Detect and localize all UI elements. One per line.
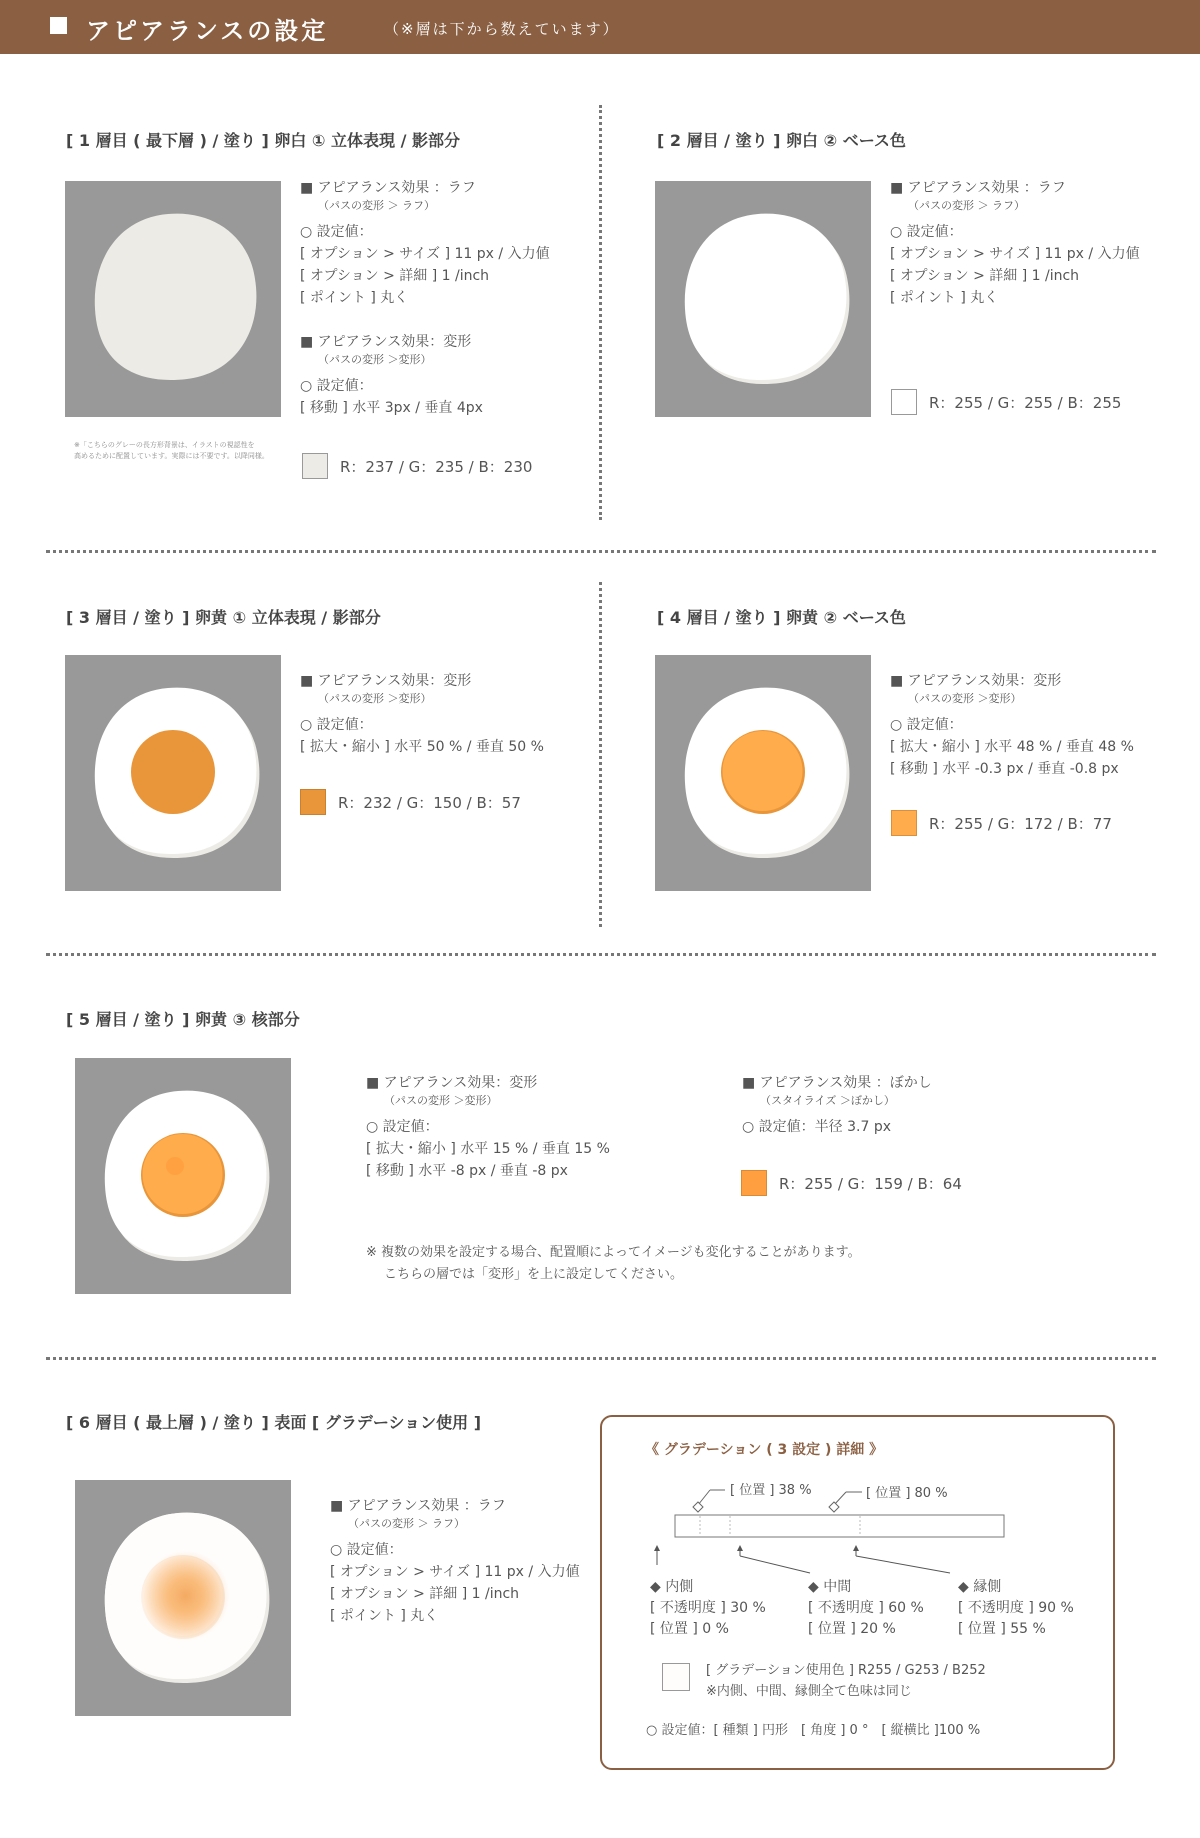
gradient-stop-inner: ◆ 内側 [ 不透明度 ] 30 % [ 位置 ] 0 % [650, 1579, 766, 1637]
section5-setting2: ○ 設定値：半径 3.7 px [742, 1119, 892, 1135]
section3-title: [ 3 層目 / 塗り ] 卵黄 ① 立体表現 / 影部分 [66, 608, 381, 627]
section1-info: ■ アピアランス効果 ：ラフ （パスの変形 ＞ ラフ） ○ 設定値： [ オプション > サイズ ] 11 px / 入力値 [ オプション > 詳細 ] 1 /inch [ ポイント ] 丸く ■ アピアランス効果：変形 （パスの変形 ＞変形） ○ 設定値： [ 移動 ] 水平 3px / 垂直 4px [300, 177, 550, 419]
page-title: アピアランスの設定 [86, 17, 329, 45]
section5-remark: ※ 複数の効果を設定する場合、配置順によってイメージも変化することがあります。 こちらの層では「変形」を上に設定してください。 [366, 1245, 861, 1282]
section6-title: [ 6 層目 ( 最上層 ) / 塗り ] 表面 [ グラデーション使用 ] [66, 1413, 482, 1432]
color-swatch [891, 810, 917, 836]
divider-horizontal-3 [46, 1357, 1156, 1360]
gradient-stop-middle: ◆ 中間 [ 不透明度 ] 60 % [ 位置 ] 20 % [808, 1579, 924, 1637]
gradient-color-info: [ グラデーション使用色 ] R255 / G253 / B252 ※内側、中間、縁側全て色味は同じ [706, 1663, 986, 1699]
section4-title: [ 4 層目 / 塗り ] 卵黄 ② ベース色 [657, 608, 906, 627]
section2-title: [ 2 層目 / 塗り ] 卵白 ② ベース色 [657, 131, 906, 150]
section6-info: ■ アピアランス効果 ：ラフ （パスの変形 ＞ ラフ） ○ 設定値： [ オプション > サイズ ] 11 px / 入力値 [ オプション > 詳細 ] 1 /inch [ ポイント ] 丸く [330, 1495, 580, 1627]
section5-effect1: ■ アピアランス効果：変形 [366, 1075, 538, 1091]
section5-effect2-sub: （スタイライズ ＞ぼかし） [760, 1094, 895, 1107]
section3-info: ■ アピアランス効果：変形 （パスの変形 ＞変形） ○ 設定値： [ 拡大・縮小 ] 水平 50 % / 垂直 50 % [300, 670, 544, 758]
section3-setting-label: ○ 設定値： [300, 717, 373, 733]
color-swatch [741, 1170, 767, 1196]
section2-setting-label: ○ 設定値： [890, 224, 963, 240]
section3-color: R：232 / G：150 / B：57 [300, 789, 521, 815]
divider-horizontal-2 [46, 953, 1156, 956]
section5-title: [ 5 層目 / 塗り ] 卵黄 ③ 核部分 [66, 1010, 300, 1029]
section1-effect2-sub: （パスの変形 ＞変形） [318, 353, 432, 366]
gradient-stop-edge: ◆ 縁側 [ 不透明度 ] 90 % [ 位置 ] 55 % [958, 1579, 1074, 1637]
section6-effect1: ■ アピアランス効果 ：ラフ [330, 1498, 506, 1514]
color-swatch [891, 389, 917, 415]
section6-effect1-sub: （パスの変形 ＞ ラフ） [348, 1517, 465, 1530]
page-header [0, 0, 1200, 54]
section1-illustration [65, 181, 281, 417]
section1-setting-label2: ○ 設定値： [300, 378, 373, 394]
divider-horizontal-1 [46, 550, 1156, 553]
section2-effect1: ■ アピアランス効果 ：ラフ [890, 180, 1066, 196]
section5-color: R：255 / G：159 / B：64 [741, 1170, 962, 1196]
section5-setting-label: ○ 設定値： [366, 1119, 439, 1135]
section3-effect1-sub: （パスの変形 ＞変形） [318, 692, 432, 705]
section2-illustration [655, 181, 871, 417]
header-square-icon [50, 17, 67, 34]
section2-info: ■ アピアランス効果 ：ラフ （パスの変形 ＞ ラフ） ○ 設定値： [ オプション > サイズ ] 11 px / 入力値 [ オプション > 詳細 ] 1 /inch [ ポイント ] 丸く [890, 177, 1140, 309]
section4-illustration [655, 655, 871, 891]
gradient-pos2: [ 位置 ] 80 % [866, 1486, 948, 1501]
section2-color: R：255 / G：255 / B：255 [891, 389, 1121, 415]
section4-setting-label: ○ 設定値： [890, 717, 963, 733]
gradient-settings: ○ 設定値：[ 種類 ] 円形 [ 角度 ] 0 ° [ 縦横比 ]100 % [646, 1723, 981, 1738]
section5-illustration [75, 1058, 291, 1294]
gradient-title: 《 グラデーション ( 3 設定 ) 詳細 》 [645, 1442, 884, 1458]
section4-color: R：255 / G：172 / B：77 [891, 810, 1112, 836]
section4-effect1-sub: （パスの変形 ＞変形） [908, 692, 1022, 705]
gradient-diagram [600, 1470, 1115, 1580]
section1-effect1-sub: （パスの変形 ＞ ラフ） [318, 199, 435, 212]
section6-illustration [75, 1480, 291, 1716]
section2-effect1-sub: （パスの変形 ＞ ラフ） [908, 199, 1025, 212]
section1-effect1: ■ アピアランス効果 ：ラフ [300, 180, 476, 196]
section5-effect2: ■ アピアランス効果 ：ぼかし [742, 1075, 932, 1091]
section1-color: R：237 / G：235 / B：230 [302, 453, 532, 479]
section1-footnote: ※「こちらのグレーの長方形背景は、イラストの視認性を 高めるために配置しています。実際には不要です。以降同様。 [74, 441, 269, 460]
gradient-color-swatch [662, 1663, 690, 1691]
section3-illustration [65, 655, 281, 891]
gradient-pos1: [ 位置 ] 38 % [730, 1483, 812, 1498]
divider-vertical-2 [599, 582, 602, 927]
section6-setting-label: ○ 設定値： [330, 1542, 403, 1558]
header-note: （※層は下から数えています） [384, 20, 620, 38]
divider-vertical-1 [599, 105, 602, 520]
section5-info: ■ アピアランス効果：変形 （パスの変形 ＞変形） ○ 設定値： [ 拡大・縮小 ] 水平 15 % / 垂直 15 % [ 移動 ] 水平 -8 px / 垂直 -8 px [366, 1072, 610, 1182]
section1-title: [ 1 層目 ( 最下層 ) / 塗り ] 卵白 ① 立体表現 / 影部分 [66, 131, 461, 150]
section5-effect1-sub: （パスの変形 ＞変形） [384, 1094, 498, 1107]
section4-info: ■ アピアランス効果：変形 （パスの変形 ＞変形） ○ 設定値： [ 拡大・縮小 ] 水平 48 % / 垂直 48 % [ 移動 ] 水平 -0.3 px / 垂直 -0.8 px [890, 670, 1134, 780]
section1-effect2: ■ アピアランス効果：変形 [300, 334, 472, 350]
section3-effect1: ■ アピアランス効果：変形 [300, 673, 472, 689]
section5-info-blur [742, 1072, 932, 1138]
color-swatch [300, 789, 326, 815]
section1-setting-label: ○ 設定値： [300, 224, 373, 240]
section4-effect1: ■ アピアランス効果：変形 [890, 673, 1062, 689]
color-swatch [302, 453, 328, 479]
